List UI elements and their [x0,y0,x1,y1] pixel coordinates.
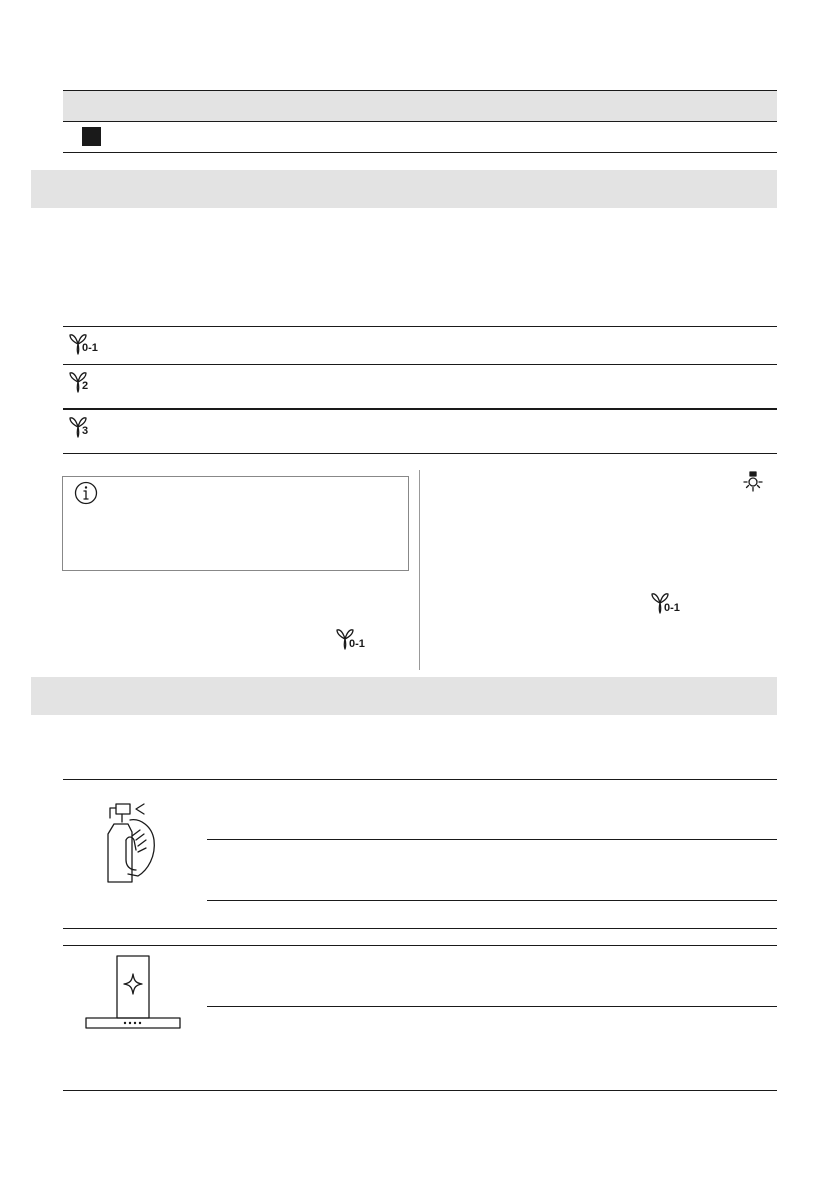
fan-table-border-bottom [63,453,777,454]
clean-table-border-inner-3 [207,1006,777,1007]
info-icon [74,481,98,505]
top-table-border-bottom [63,152,777,153]
hood-clean-icon [84,954,182,1032]
fan-inline-icon-right [649,591,689,617]
cleaning-spray-icon [100,800,160,884]
clean-table-border-row1 [63,928,777,929]
fan-level-label: 0-1 [349,638,365,650]
fan-inline-icon-left [334,627,374,653]
fan-level-label: 3 [82,425,89,437]
fan-row-2 [63,365,777,408]
info-box [62,476,409,571]
section-heading-band [31,170,777,208]
section-heading-band-2 [31,677,777,715]
fan-row-1 [63,327,777,364]
clean-table-border-bottom [63,1090,777,1091]
stop-square-icon [82,127,101,146]
fan-level-label: 0-1 [664,602,680,614]
light-icon [741,471,765,493]
top-table-header [63,91,777,121]
fan-level-label: 2 [82,380,89,392]
fan-row-3 [63,410,777,453]
column-divider [419,470,420,670]
fan-level-label: 0-1 [82,342,98,354]
top-table-border-mid [63,121,777,122]
clean-table-border-top [63,779,777,780]
clean-table-border-inner-2 [207,900,777,901]
clean-table-border-row2 [63,945,777,946]
clean-table-border-inner-1 [207,839,777,840]
top-table-border-top [63,90,777,91]
